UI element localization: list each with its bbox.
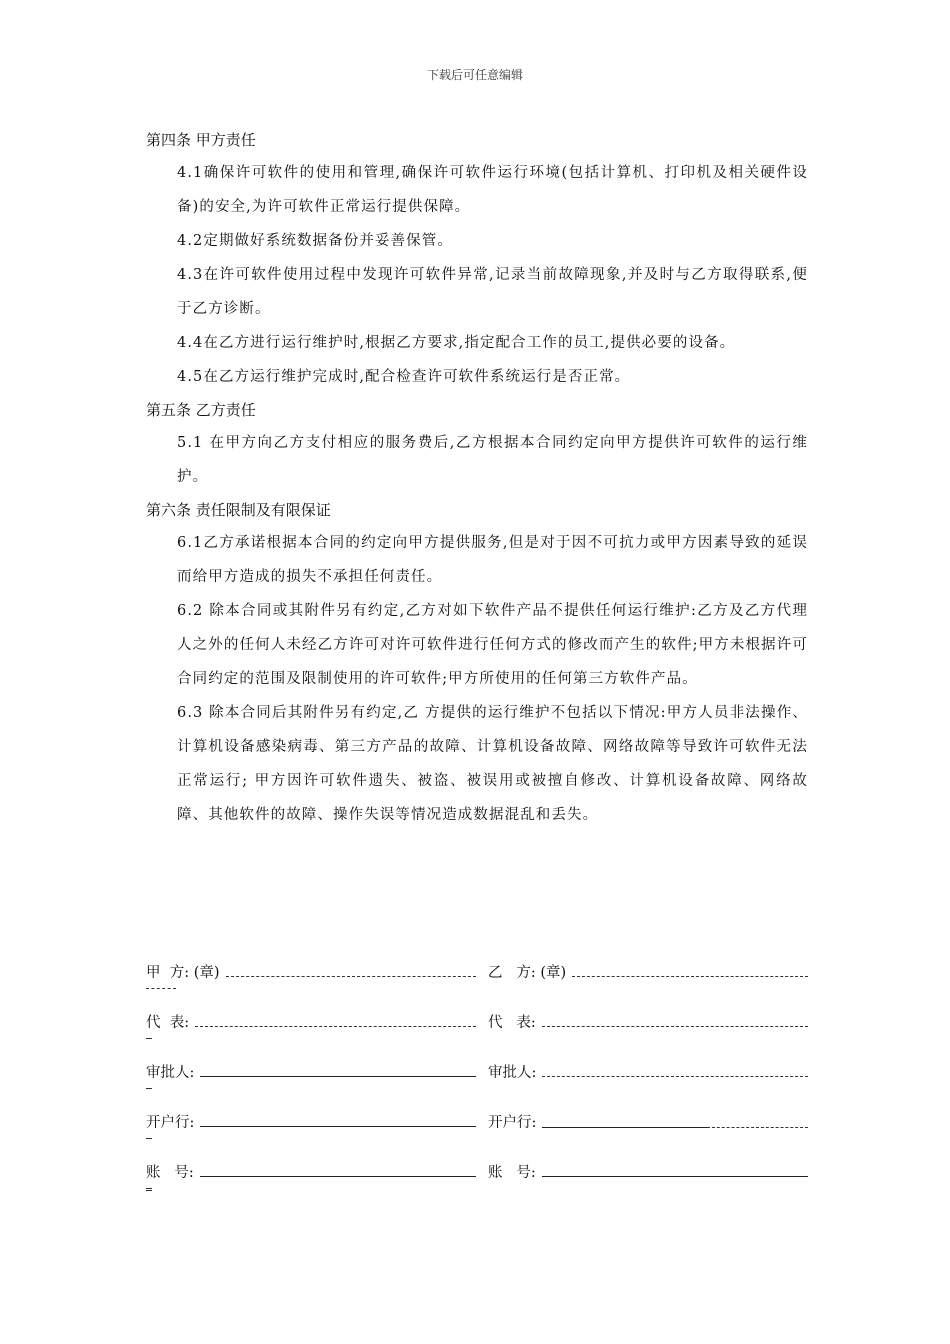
approver-b-field <box>488 1058 808 1082</box>
rep-a-line <box>195 1026 476 1027</box>
rep-b-label: 代 表: <box>488 1015 536 1031</box>
account-a-label: 账 号: <box>146 1165 194 1181</box>
bank-b-field <box>488 1108 808 1132</box>
party-b-label: 乙 方: (章) <box>488 965 567 981</box>
party-a-field <box>146 958 476 982</box>
rep-a-label: 代 表: <box>146 1015 190 1031</box>
clause-6-1: 6.1乙方承诺根据本合同的约定向甲方提供服务,但是对于因不可抗力或甲方因素导致的延误而给甲方造成的损失不承担任何责任。 <box>177 535 808 585</box>
approver-b-line <box>542 1076 808 1077</box>
clause-6-3: 6.3 除本合同后其附件另有约定,乙 方提供的运行维护不包括以下情况:甲方人员非法操作、计算机设备感染病毒、第三方产品的故障、计算机设备故障、网络故障等导致许可软件无法正常运行; 甲方因许可软件遗失、被盗、被误用或被擅自修改、计算机设备故障、网络故障、其他软件的故障、操作失误等情况造成数据混乱和丢失。 <box>177 705 808 823</box>
signature-row-approver <box>146 1058 808 1108</box>
approver-line-overflow <box>146 1088 152 1089</box>
clause-4-5: 4.5在乙方运行维护完成时,配合检查许可软件系统运行是否正常。 <box>177 369 631 385</box>
rep-a-field <box>146 1008 476 1032</box>
signature-row-party <box>146 958 808 1008</box>
account-line-overflow <box>146 1188 152 1191</box>
rep-b-line <box>542 1026 808 1027</box>
signature-row-account <box>146 1158 808 1208</box>
signature-row-bank <box>146 1108 808 1158</box>
bank-b-label: 开户行: <box>488 1115 537 1131</box>
article-4-title: 第四条 甲方责任 <box>146 131 256 149</box>
contract-body <box>146 124 808 832</box>
signature-block <box>146 958 808 1208</box>
approver-b-label: 审批人: <box>488 1065 537 1081</box>
bank-a-field <box>146 1108 476 1132</box>
approver-a-field <box>146 1058 476 1082</box>
account-b-line <box>542 1176 808 1177</box>
article-6-title: 第六条 责任限制及有限保证 <box>146 501 331 519</box>
party-line-overflow <box>146 988 176 989</box>
clause-4-2: 4.2定期做好系统数据备份并妥善保管。 <box>177 233 453 249</box>
party-b-seal-line <box>572 976 808 977</box>
approver-a-line <box>200 1076 476 1077</box>
party-a-seal-line <box>226 976 476 977</box>
clause-4-3: 4.3在许可软件使用过程中发现许可软件异常,记录当前故障现象,并及时与乙方取得联系,便于乙方诊断。 <box>177 267 808 317</box>
party-b-field <box>488 958 808 982</box>
bank-line-overflow <box>146 1138 152 1139</box>
approver-a-label: 审批人: <box>146 1065 195 1081</box>
header-note: 下载后可任意编辑 <box>426 68 523 82</box>
clause-6-2: 6.2 除本合同或其附件另有约定,乙方对如下软件产品不提供任何运行维护:乙方及乙方代理人之外的任何人未经乙方许可对许可软件进行任何方式的修改而产生的软件;甲方未根据许可合同约定的范围及限制使用的许可软件;甲方所使用的任何第三方软件产品。 <box>177 603 808 687</box>
rep-line-overflow <box>146 1038 152 1039</box>
account-b-label: 账 号: <box>488 1165 536 1181</box>
bank-a-line <box>200 1126 476 1127</box>
article-5-title: 第五条 乙方责任 <box>146 401 256 419</box>
rep-b-field <box>488 1008 808 1032</box>
signature-row-representative <box>146 1008 808 1058</box>
account-b-field <box>488 1158 808 1182</box>
account-a-field <box>146 1158 476 1182</box>
account-a-line <box>200 1176 476 1177</box>
party-a-label: 甲 方: (章) <box>146 965 220 981</box>
clause-5-1: 5.1 在甲方向乙方支付相应的服务费后,乙方根据本合同约定向甲方提供许可软件的运行维护。 <box>177 435 808 485</box>
clause-4-1: 4.1确保许可软件的使用和管理,确保许可软件运行环境(包括计算机、打印机及相关硬件设备)的安全,为许可软件正常运行提供保障。 <box>177 165 808 215</box>
clause-4-4: 4.4在乙方进行运行维护时,根据乙方要求,指定配合工作的员工,提供必要的设备。 <box>177 335 736 351</box>
bank-a-label: 开户行: <box>146 1115 195 1131</box>
